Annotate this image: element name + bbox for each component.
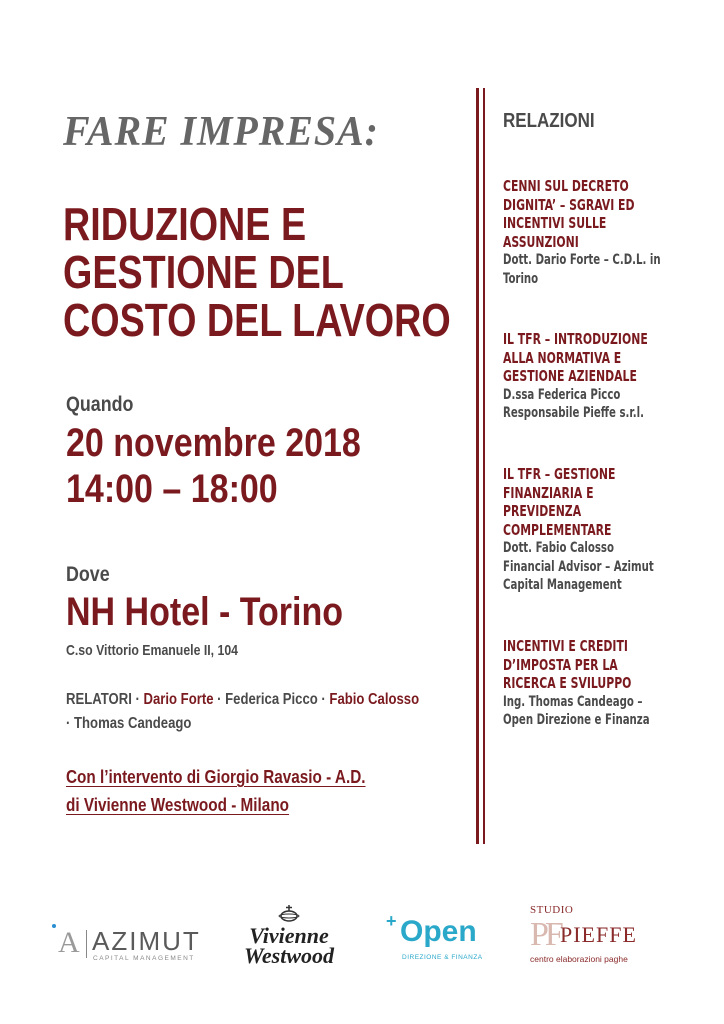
title-line-2: GESTIONE DEL <box>63 246 344 298</box>
talk-item <box>503 637 667 730</box>
special-guest <box>66 763 366 819</box>
talk-title: IL TFR – INTRODUZIONE ALLA NORMATIVA E GESTIONE AZIENDALE <box>503 330 648 385</box>
westwood-text: Westwood <box>243 943 335 968</box>
open-subtitle: DIREZIONE & FINANZA <box>402 954 483 961</box>
speaker-name: Thomas Candeago <box>74 715 192 732</box>
speaker-name: Fabio Calosso <box>329 691 420 708</box>
talk-speaker: Dott. Fabio Calosso Financial Advisor – Azimut Capital Management <box>503 540 654 593</box>
pieffe-mark: PF <box>530 916 560 953</box>
orb-icon <box>278 904 300 922</box>
title-line-1: RIDUZIONE E <box>63 198 307 250</box>
pieffe-name: PIEFFE <box>560 922 637 947</box>
where-label: Dove <box>66 563 110 586</box>
azimut-subtitle: CAPITAL MANAGEMENT <box>93 955 195 962</box>
talk-item <box>503 465 667 595</box>
plus-icon: + <box>386 911 397 931</box>
vivienne-westwood-logo <box>234 904 344 970</box>
guest-line-2: di Vivienne Westwood - Milano <box>66 795 290 815</box>
talk-title: INCENTIVI E CREDITI D’IMPOSTA PER LA RICERCA E SVILUPPO <box>503 637 632 692</box>
divider-line <box>483 88 485 844</box>
pieffe-logo <box>528 904 658 970</box>
dot-icon <box>52 924 56 928</box>
speaker-name: Dario Forte <box>143 691 214 708</box>
azimut-name: AZIMUT <box>92 926 201 956</box>
azimut-mark: A <box>58 926 80 959</box>
azimut-logo <box>52 922 202 962</box>
talk-title: CENNI SUL DECRETO DIGNITA’ – SGRAVI ED INCENTIVI SULLE ASSUNZIONI <box>503 177 635 251</box>
divider-line <box>86 930 87 958</box>
venue-address: C.so Vittorio Emanuele II, 104 <box>66 642 239 659</box>
pieffe-subtitle: centro elaborazioni paghe <box>530 954 628 964</box>
event-time: 14:00 – 18:00 <box>66 467 278 511</box>
pieffe-studio: STUDIO <box>530 904 574 916</box>
venue-name: NH Hotel - Torino <box>66 590 344 634</box>
speakers-label: RELATORI <box>66 691 132 708</box>
sidebar-title: RELAZIONI <box>503 110 595 132</box>
speaker-name: Federica Picco <box>225 691 318 708</box>
open-logo <box>386 913 496 963</box>
talk-title: IL TFR – GESTIONE FINANZIARIA E PREVIDENZA COMPLEMENTARE <box>503 465 616 539</box>
open-name: Open <box>400 915 477 948</box>
headline: FARE IMPRESA: <box>63 109 379 155</box>
talk-item <box>503 177 667 288</box>
event-datetime <box>66 420 361 512</box>
speakers-list: RELATORI · Dario Forte · Federica Picco · Fabio Calosso · Thomas Candeago <box>66 691 420 732</box>
guest-line-1: Con l’intervento di Giorgio Ravasio - A.D. <box>66 767 366 787</box>
talk-speaker: Dott. Dario Forte – C.D.L. in Torino <box>503 252 661 287</box>
event-title <box>63 200 451 344</box>
talk-speaker: D.ssa Federica Picco Responsabile Pieffe s.r.l. <box>503 386 645 421</box>
title-line-3: COSTO DEL LAVORO <box>63 294 451 346</box>
when-label: Quando <box>66 393 134 416</box>
talk-speaker: Ing. Thomas Candeago – Open Direzione e Finanza <box>503 693 650 728</box>
event-date: 20 novembre 2018 <box>66 421 361 465</box>
divider-line <box>476 88 479 844</box>
vivienne-text: Vivienne <box>249 923 329 948</box>
talk-item <box>503 330 667 423</box>
